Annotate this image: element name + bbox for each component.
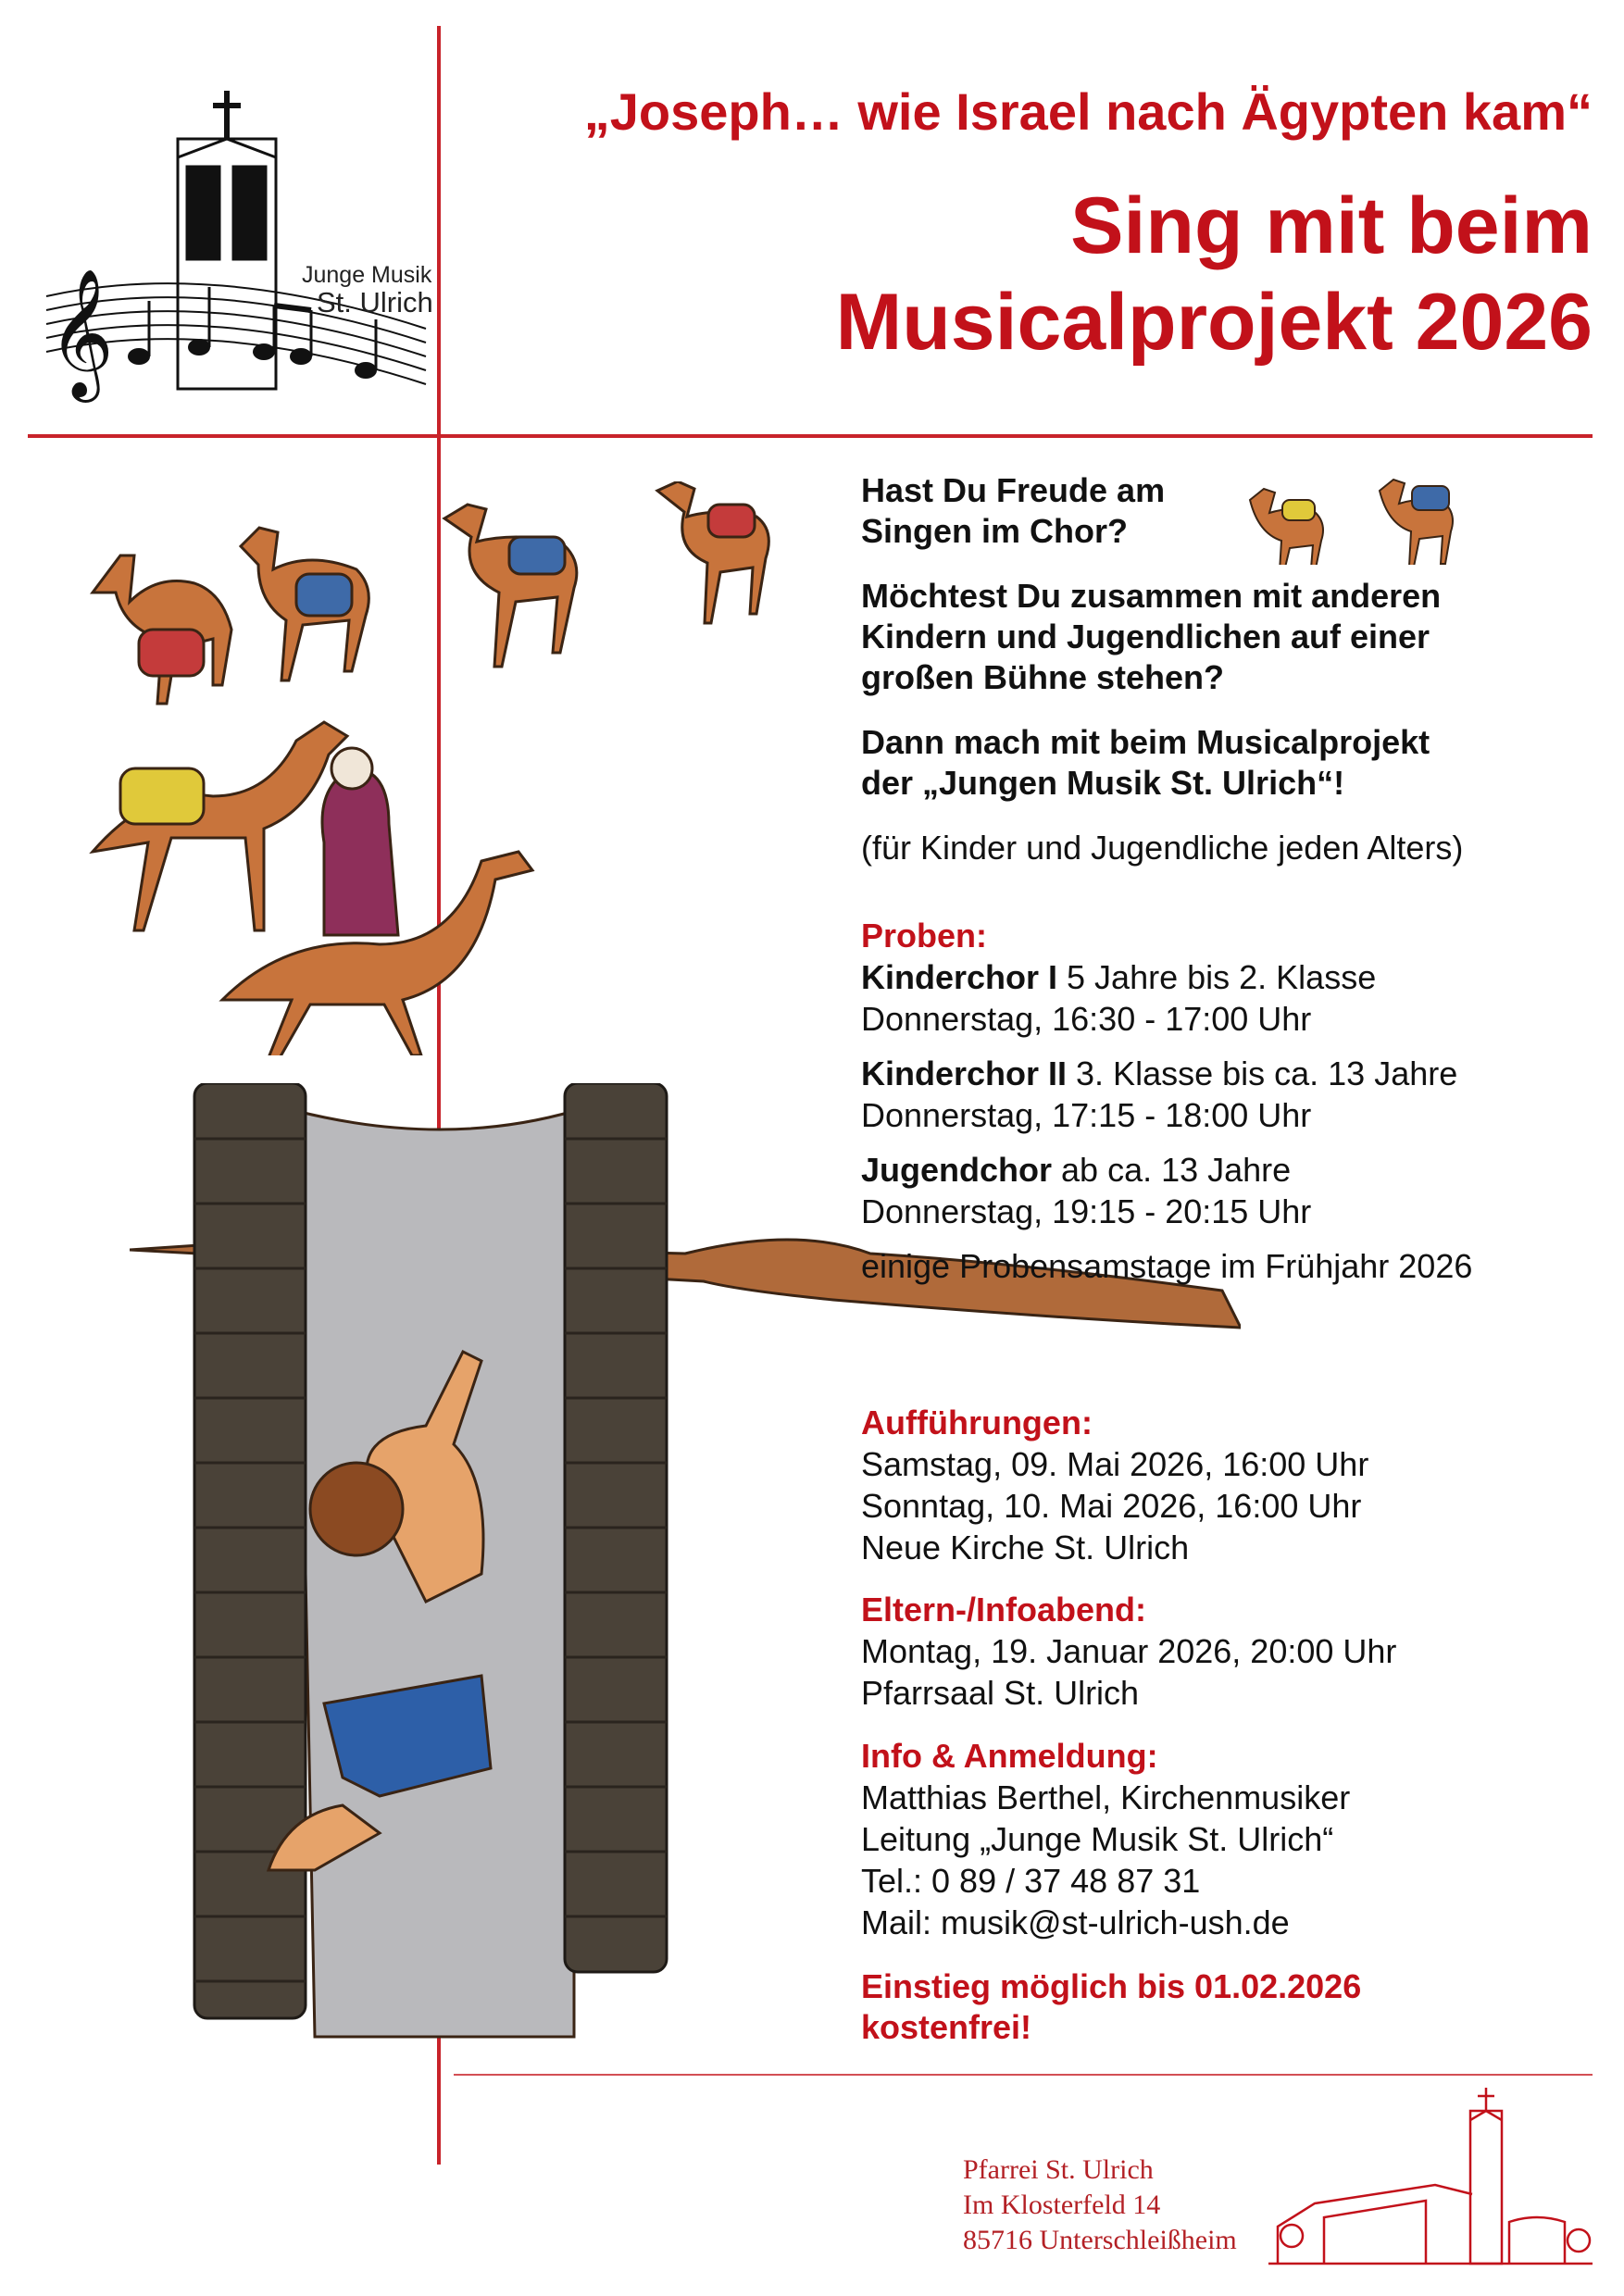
- group-jugendchor: [861, 1149, 1602, 1191]
- auffuehrungen-section: [861, 1402, 1602, 1568]
- intro-cta-line2: der „Jungen Musik St. Ulrich“!: [861, 764, 1345, 802]
- anmeldung-heading: Info & Anmeldung:: [861, 1737, 1158, 1775]
- stone-wall-icon: [194, 1083, 306, 2018]
- parish-name: Pfarrei St. Ulrich: [963, 2154, 1154, 2185]
- contact-name: Matthias Berthel, Kirchenmusiker: [861, 1778, 1351, 1816]
- logo-text: [302, 261, 433, 317]
- performance-line: Sonntag, 10. Mai 2026, 16:00 Uhr: [861, 1487, 1362, 1525]
- intro-q1-line1: Hast Du Freude am: [861, 471, 1166, 509]
- infoabend-venue: Pfarrsaal St. Ulrich: [861, 1674, 1140, 1712]
- group-time: Donnerstag, 19:15 - 20:15 Uhr: [861, 1192, 1312, 1230]
- group-ages: 3. Klasse bis ca. 13 Jahre: [1067, 1054, 1458, 1092]
- group-kinderchor-2: [861, 1053, 1602, 1094]
- logo-line2: St. Ulrich: [317, 286, 433, 318]
- anmeldung-section: [861, 1735, 1602, 1943]
- treble-clef-icon: 𝄞: [48, 268, 114, 397]
- proben-section: [861, 915, 1602, 1287]
- infoabend-section: [861, 1589, 1602, 1714]
- group-name: Kinderchor I: [861, 958, 1058, 996]
- junge-musik-logo: [28, 74, 435, 426]
- camel-icon: [93, 722, 347, 930]
- group-kinderchor-1: [861, 956, 1602, 998]
- church-drawing-icon: [1268, 2083, 1593, 2268]
- intro-q2-line2: Kindern und Jugendlichen auf einer: [861, 618, 1430, 655]
- intro-q2-line3: großen Bühne stehen?: [861, 658, 1225, 696]
- contact-role: Leitung „Junge Musik St. Ulrich“: [861, 1820, 1334, 1858]
- intro-question-1: [861, 470, 1435, 552]
- age-note: (für Kinder und Jugendliche jeden Alters): [861, 829, 1464, 867]
- performance-venue: Neue Kirche St. Ulrich: [861, 1529, 1190, 1566]
- title-line1: Sing mit beim: [1070, 181, 1593, 270]
- group-name: Kinderchor II: [861, 1054, 1068, 1092]
- deadline-line: Einstieg möglich bis 01.02.2026: [861, 1967, 1362, 2005]
- musical-subtitle: „Joseph… wie Israel nach Ägypten kam“: [583, 82, 1593, 141]
- intro-q2-line1: Möchtest Du zusammen mit anderen: [861, 577, 1442, 615]
- auffuehrungen-heading: Aufführungen:: [861, 1404, 1093, 1441]
- page-title: [500, 178, 1593, 370]
- camel-icon: [444, 505, 577, 667]
- performance-line: Samstag, 09. Mai 2026, 16:00 Uhr: [861, 1445, 1369, 1483]
- intro-question-2: [861, 576, 1565, 698]
- horizontal-divider: [28, 434, 1593, 438]
- parish-city: 85716 Unterschleißheim: [963, 2225, 1237, 2255]
- free-of-charge: kostenfrei!: [861, 2008, 1032, 2046]
- title-line2: Musicalprojekt 2026: [835, 278, 1593, 367]
- parish-street: Im Klosterfeld 14: [963, 2190, 1161, 2220]
- camel-icon: [657, 481, 768, 623]
- intro-cta-line1: Dann mach mit beim Musicalprojekt: [861, 723, 1430, 761]
- camel-caravan-illustration: [56, 481, 870, 1055]
- parish-address: [963, 2152, 1237, 2258]
- group-name: Jugendchor: [861, 1151, 1053, 1189]
- registration-deadline: [861, 1966, 1602, 2048]
- group-time: Donnerstag, 16:30 - 17:00 Uhr: [861, 1000, 1312, 1038]
- logo-line1: Junge Musik: [302, 262, 432, 288]
- group-time: Donnerstag, 17:15 - 18:00 Uhr: [861, 1096, 1312, 1134]
- intro-q1-line2: Singen im Chor?: [861, 512, 1128, 550]
- group-ages: ab ca. 13 Jahre: [1052, 1151, 1292, 1189]
- intro-call-to-action: [861, 722, 1565, 804]
- infoabend-date: Montag, 19. Januar 2026, 20:00 Uhr: [861, 1632, 1397, 1670]
- group-ages: 5 Jahre bis 2. Klasse: [1057, 958, 1377, 996]
- proben-heading: Proben:: [861, 917, 988, 955]
- infoabend-heading: Eltern-/Infoabend:: [861, 1591, 1146, 1628]
- footer-divider: [454, 2074, 1593, 2076]
- contact-email[interactable]: Mail: musik@st-ulrich-ush.de: [861, 1903, 1290, 1941]
- contact-phone[interactable]: Tel.: 0 89 / 37 48 87 31: [861, 1862, 1201, 1900]
- proben-extra: einige Probensamstage im Frühjahr 2026: [861, 1247, 1473, 1285]
